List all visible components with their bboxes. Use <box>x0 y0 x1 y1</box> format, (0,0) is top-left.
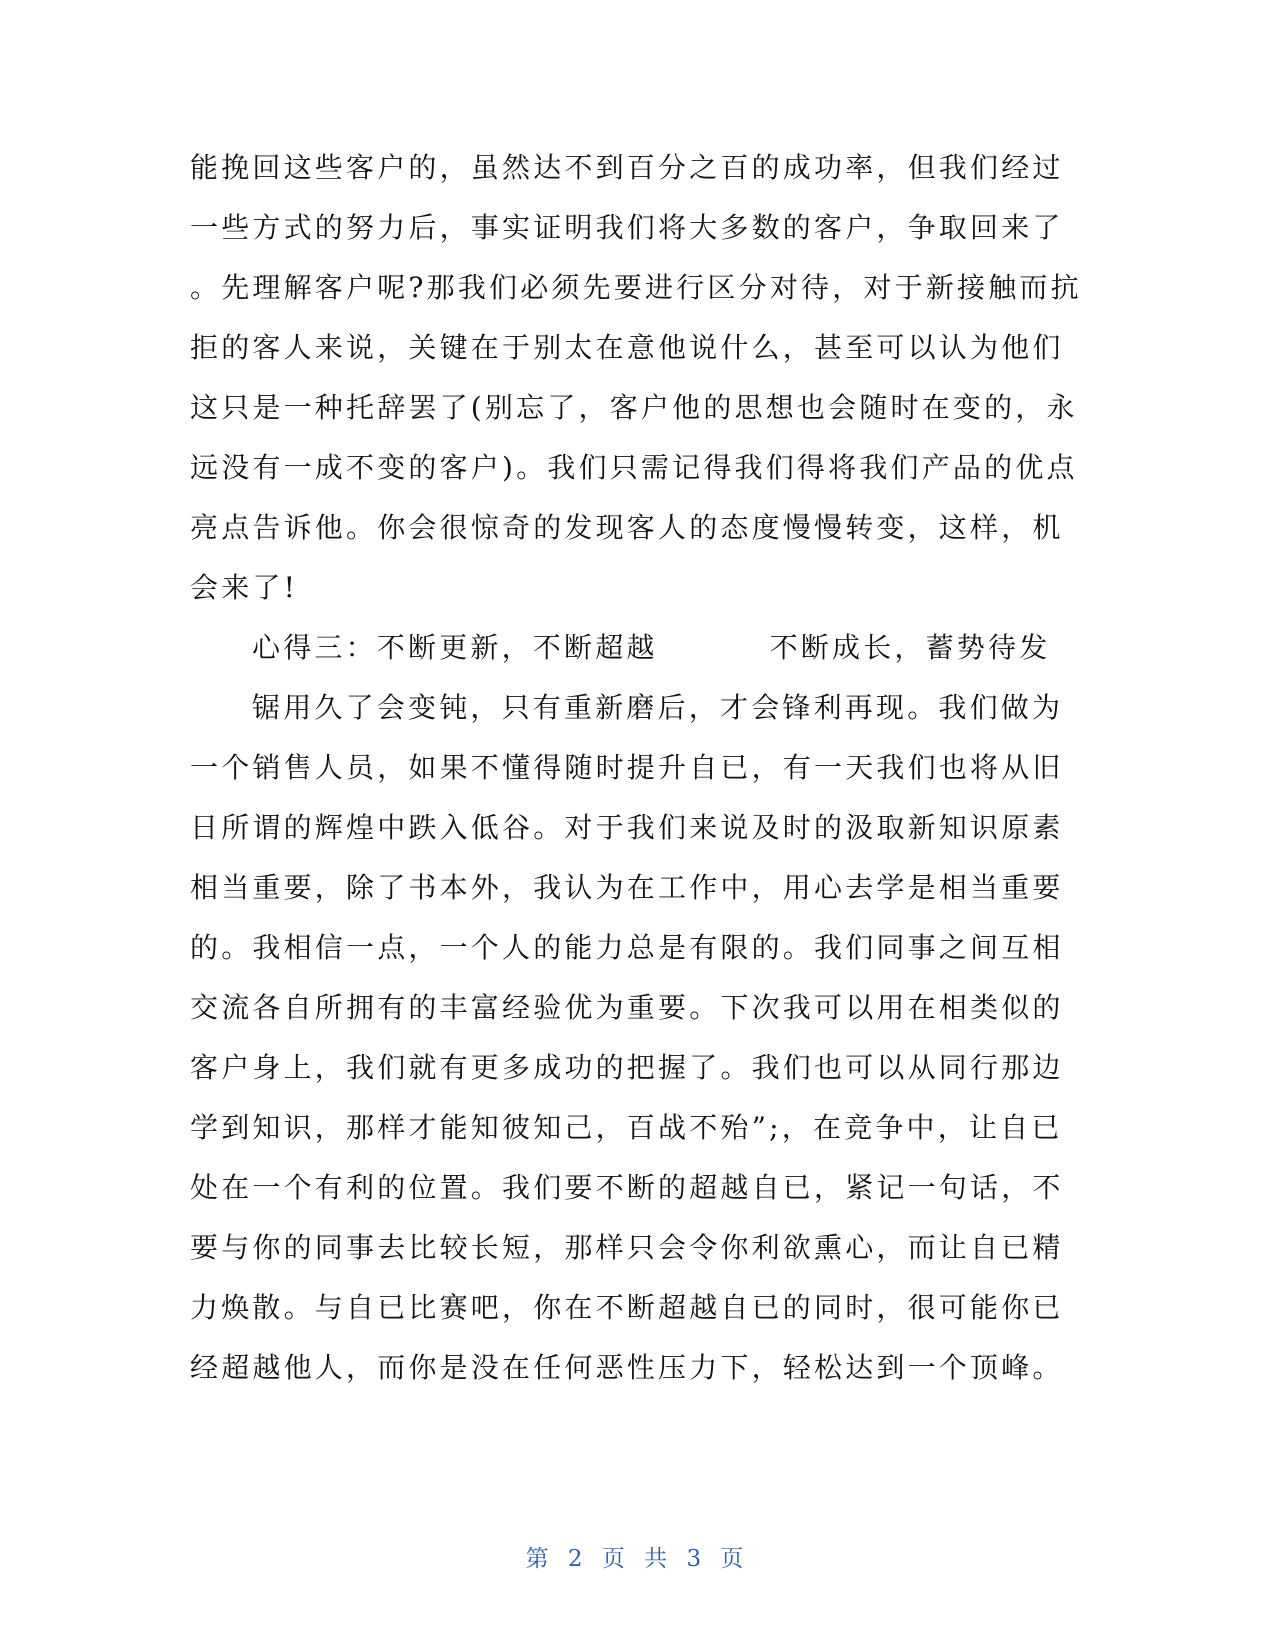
section-heading-part2: 不断成长，蓄势待发 <box>769 631 1051 664</box>
text-line: 一些方式的努力后，事实证明我们将大多数的客户，争取回来了 <box>190 211 1064 244</box>
text-line: 处在一个有利的位置。我们要不断的超越自已，紧记一句话，不 <box>190 1171 1064 1204</box>
text-line: 力焕散。与自已比赛吧，你在不断超越自已的同时，很可能你已 <box>190 1291 1064 1324</box>
text-line: 锯用久了会变钝，只有重新磨后，才会锋利再现。我们做为 <box>252 691 1064 724</box>
text-line: 经超越他人，而你是没在任何恶性压力下，轻松达到一个顶峰。 <box>190 1351 1064 1384</box>
text-line: 亮点告诉他。你会很惊奇的发现客人的态度慢慢转变，这样，机 <box>190 511 1064 544</box>
text-line: 客户身上，我们就有更多成功的把握了。我们也可以从同行那边 <box>190 1051 1064 1084</box>
text-line: 拒的客人来说，关键在于别太在意他说什么，甚至可以认为他们 <box>190 331 1064 364</box>
text-line: 要与你的同事去比较长短，那样只会令你利欲熏心，而让自已精 <box>190 1231 1064 1264</box>
text-line: 日所谓的辉煌中跌入低谷。对于我们来说及时的汲取新知识原素 <box>190 811 1064 844</box>
section-heading <box>190 618 1080 678</box>
text-line: 交流各自所拥有的丰富经验优为重要。下次我可以用在相类似的 <box>190 991 1064 1024</box>
section-heading-part1: 心得三：不断更新，不断超越 <box>252 631 658 664</box>
text-line: 。先理解客户呢?那我们必须先要进行区分对待，对于新接触而抗 <box>190 271 1082 304</box>
text-line: 远没有一成不变的客户)。我们只需记得我们得将我们产品的优点 <box>190 451 1078 484</box>
text-line: 能挽回这些客户的，虽然达不到百分之百的成功率，但我们经过 <box>190 151 1064 184</box>
text-line: 这只是一种托辞罢了(别忘了，客户他的思想也会随时在变的，永 <box>190 391 1078 424</box>
text-line: 学到知识，那样才能知彼知己，百战不殆”;，在竞争中，让自已 <box>190 1111 1063 1144</box>
page-number-footer: 第 2 页 共 3 页 <box>525 1546 750 1572</box>
text-line: 一个销售人员，如果不懂得随时提升自已，有一天我们也将从旧 <box>190 751 1064 784</box>
document-body <box>190 138 1080 1398</box>
text-line: 会来了! <box>190 571 299 604</box>
text-line: 的。我相信一点，一个人的能力总是有限的。我们同事之间互相 <box>190 931 1064 964</box>
text-line: 相当重要，除了书本外，我认为在工作中，用心去学是相当重要 <box>190 871 1064 904</box>
